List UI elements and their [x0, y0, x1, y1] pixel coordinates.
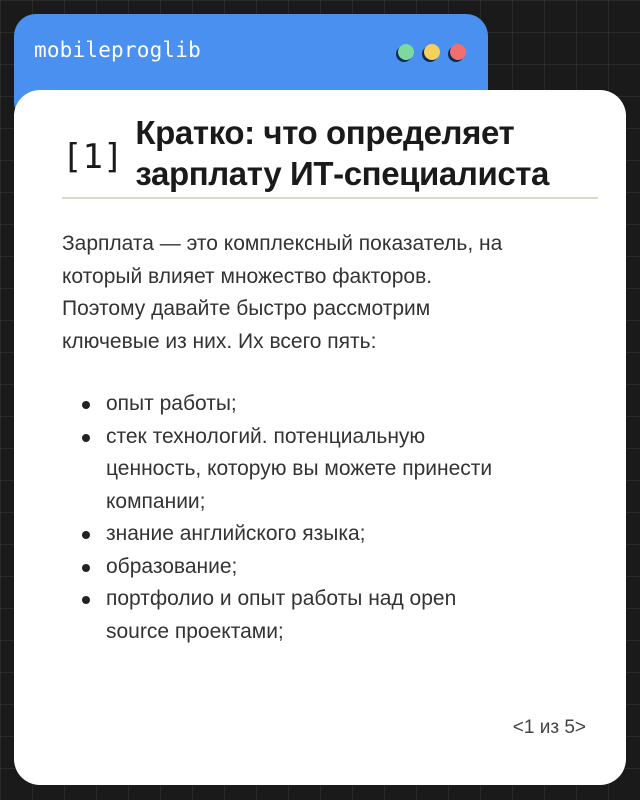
page-title [135, 112, 549, 194]
list-item [78, 551, 608, 584]
list-item-line: ценность, которую вы можете принести [106, 457, 493, 480]
list-item-line: стек технологий. потенциальную [106, 424, 426, 448]
green-dot-icon[interactable] [398, 44, 414, 60]
window-controls [398, 44, 466, 60]
app-title: mobileproglib [34, 38, 201, 62]
list-item-line: source проектами; [106, 619, 284, 643]
intro-line: который влияет множество факторов. [62, 264, 433, 288]
intro-line: ключевые из них. Их всего пять: [62, 329, 377, 353]
list-item-line: опыт работы; [106, 392, 237, 415]
list-item-line: знание английского языка; [106, 522, 366, 545]
card-header [62, 112, 549, 194]
intro-line: Поэтому давайте быстро рассмотрим [62, 297, 431, 320]
list-item [78, 388, 608, 421]
list-item-line: компании; [106, 489, 206, 513]
divider [62, 197, 598, 199]
content-card [14, 90, 626, 785]
page-indicator: <1 из 5> [512, 717, 586, 738]
intro-paragraph [62, 228, 602, 358]
title-line: зарплату ИТ-специалиста [135, 155, 550, 192]
red-dot-icon[interactable] [450, 44, 466, 60]
list-item [78, 518, 608, 551]
title-line: Кратко: что определяет [135, 114, 515, 151]
list-item [78, 583, 608, 648]
intro-line: Зарплата — это комплексный показатель, на [62, 232, 503, 255]
yellow-dot-icon[interactable] [424, 44, 440, 60]
slide-number: [1] [62, 137, 124, 177]
list-item [78, 421, 608, 519]
list-item-line: образование; [106, 554, 238, 578]
factor-list [78, 388, 608, 648]
list-item-line: портфолио и опыт работы над open [106, 587, 457, 610]
